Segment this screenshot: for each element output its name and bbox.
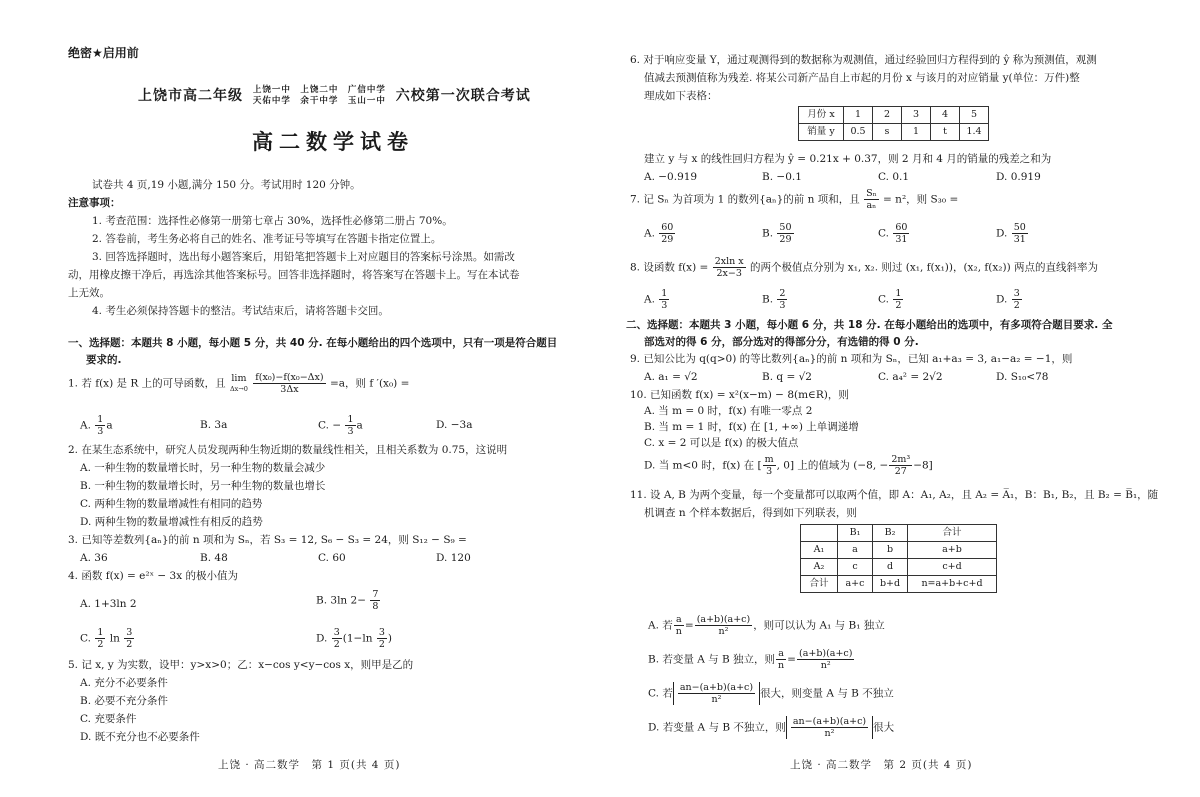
q6-option-b: B. −0.1 [762,171,802,183]
frac-den: n [778,660,785,671]
opt-label: C. − [318,419,342,432]
frac-num: 3 [1013,288,1020,299]
opt-mid: , 0] 上的值域为 (−8, − [776,459,889,472]
q1-post: =a，则 f ′(x₀) = [329,377,410,390]
opt-frac [678,682,755,705]
note-item: 动，用橡皮擦干净后，再选涂其他答案标号。回答非选择题时，将答案写在答题卡上。写在本试卷 [68,269,520,281]
opt-label: C. 若 [648,687,673,700]
frac-num: Sₙ [866,188,877,199]
table-cell: b+d [873,576,908,593]
frac-num: a [674,614,684,626]
table-cell: a [838,542,873,559]
frac-num: a [776,648,786,660]
q11-contingency-table [800,524,997,593]
frac-num: m [764,454,774,465]
q10-option-b: B. 当 m = 1 时，f(x) 在 [1, +∞) 上单调递增 [644,421,859,433]
opt-frac [674,614,684,637]
q10-option-c: C. x = 2 可以是 f(x) 的极大值点 [644,437,799,449]
question-4-stem: 4. 函数 f(x) = e²ˣ − 3x 的极小值为 [68,570,238,582]
opt-frac [763,454,776,477]
table-cell: n=a+b+c+d [908,576,997,593]
table-cell: 1.4 [960,124,989,141]
page-1 [68,0,588,797]
frac-num: 60 [661,222,674,233]
opt-label: C. [878,293,889,306]
q8-option-b [762,288,788,311]
table-row [801,559,997,576]
frac-den: 3 [766,466,773,477]
opt-frac [370,589,380,612]
opt-label: A. [644,293,655,306]
frac-den: n [675,626,682,637]
table-cell: 2 [873,107,902,124]
frac-den: 3 [97,426,104,437]
q2-option-d: D. 两种生物的数量增减性有相反的趋势 [80,516,263,528]
frac-den: n² [820,660,831,671]
opt-tail: a [106,419,113,432]
q7-option-c [878,222,910,245]
opt-frac [377,627,387,650]
q1-pre: 1. 若 f(x) 是 R 上的可导函数，且 [68,377,226,390]
exam-header [138,85,531,107]
opt-tail: −8] [913,459,933,472]
q11-option-d [648,716,894,739]
frac-den: 29 [779,234,792,245]
q11-option-c [648,682,894,705]
opt-label: C. [80,632,91,645]
q1-limit [230,373,248,395]
frac-num: 3 [333,627,340,638]
header-prefix: 上饶市高二年级 [138,88,243,104]
opt-frac [776,648,786,671]
question-3-stem: 3. 已知等差数列{aₙ}的前 n 项和为 Sₙ，若 S₃ = 12, S₆ − S₃ = 24，则 S₁₂ − S₉ = [68,534,467,546]
q6-option-a: A. −0.919 [644,171,698,183]
q7-frac [864,188,879,211]
q6-option-c: C. 0.1 [878,171,910,183]
frac-num: 3 [126,627,133,638]
question-10-stem: 10. 已知函数 f(x) = x²(x−m) − 8(m∈R)，则 [630,389,849,401]
abs-value [786,716,873,739]
schools-top: 上饶一中 上饶二中 广信中学 [252,85,386,95]
opt-label: A. 若 [648,619,673,632]
q8-option-c [878,288,904,311]
table-cell: s [873,124,902,141]
table-cell: A₁ [801,542,838,559]
table-cell: c+d [908,559,997,576]
opt-frac [893,222,909,245]
frac-num: an−(a+b)(a+c) [679,682,754,693]
opt-frac [695,614,752,637]
opt-mid: (1−ln [342,632,373,645]
frac-num: 1 [661,288,668,299]
q7-option-a [644,222,676,245]
table-row [801,542,997,559]
header-schools [253,85,386,107]
q8-option-d [996,288,1023,311]
question-2-stem: 2. 在某生态系统中，研究人员发现两种生物近期的数量线性相关，且相关系数为 0.75，这说明 [68,444,508,456]
q1-lim: lim [231,372,247,384]
table-cell: 销量 y [799,124,844,141]
frac-den: 31 [1013,234,1026,245]
q3-option-a: A. 36 [80,552,108,564]
question-11-line: 机调查 n 个样本数据后，得到如下列联表，则 [644,507,857,519]
opt-tail: ) [387,632,392,645]
question-8-stem [630,256,1098,279]
q10-option-d [644,454,933,477]
frac-num: 2m³ [891,454,911,465]
q10-option-a: A. 当 m = 0 时，f(x) 有唯一零点 2 [644,405,813,417]
schools-bottom: 天佑中学 余干中学 玉山一中 [252,96,386,106]
table-cell: 合计 [908,525,997,542]
page-footer: 上饶 · 高二数学 第 1 页(共 4 页) [218,759,401,771]
question-5-stem: 5. 记 x, y 为实数，设甲：y>x>0；乙：x−cos y<y−cos x，则甲是乙的 [68,659,414,671]
opt-tail: ，则可以认为 A₁ 与 B₁ 独立 [753,619,885,632]
opt-tail: 很大 [873,721,895,734]
opt-label: D. [316,632,328,645]
frac-num: 1 [97,627,104,638]
frac-den: n² [711,694,722,705]
page-footer: 上饶 · 高二数学 第 2 页(共 4 页) [790,759,973,771]
q7-post: = n²，则 S₃₀ = [883,193,959,206]
frac-num: 1 [895,288,902,299]
opt-label: D. [996,227,1008,240]
q7-option-b [762,222,795,245]
table-cell: 月份 x [799,107,844,124]
q1-option-c [318,414,363,437]
q3-option-c: C. 60 [318,552,346,564]
table-cell: 1 [902,124,931,141]
opt-tail: a [356,419,363,432]
opt-frac [1012,288,1022,311]
frac-den: 2 [126,639,133,650]
note-item: 4. 考生必须保持答题卡的整洁。考试结束后，请将答题卡交回。 [92,305,389,317]
table-cell: 4 [931,107,960,124]
frac-den: 3 [779,300,786,311]
section-1-heading: 一、选择题：本题共 8 小题，每小题 5 分，共 40 分. 在每小题给出的四个选项中，只有一项是符合题目 [68,337,558,349]
frac-num: 2xln x [714,256,744,267]
table-cell: B₂ [873,525,908,542]
q9-option-d: D. S₁₀<78 [996,371,1049,383]
table-cell: 合计 [801,576,838,593]
page-2 [626,0,1159,797]
q7-option-d [996,222,1029,245]
frac-den: 27 [894,466,907,477]
q2-option-b: B. 一种生物的数量增长时，另一种生物的数量也增长 [80,480,326,492]
frac-den: n² [718,626,729,637]
table-cell: b [873,542,908,559]
opt-label: D. 当 m<0 时，f(x) 在 [ [644,459,762,472]
exam-intro: 试卷共 4 页,19 小题,满分 150 分。考试用时 120 分钟。 [92,179,361,191]
q9-option-a: A. a₁ = √2 [644,371,698,383]
table-cell: a+c [838,576,873,593]
opt-frac [95,414,105,437]
table-cell: 1 [844,107,873,124]
note-item: 3. 回答选择题时，选出每小题答案后，用铅笔把答题卡上对应题目的答案标号涂黑。如需改 [92,251,515,263]
opt-label: A. [80,419,91,432]
table-row [801,576,997,593]
frac-num: 7 [372,589,379,600]
opt-frac [777,222,793,245]
opt-frac [893,288,903,311]
opt-mid: ln [109,632,120,645]
q3-option-d: D. 120 [436,552,471,564]
q5-option-a: A. 充分不必要条件 [80,677,168,689]
opt-label: B. [762,227,774,240]
frac-den: aₙ [866,200,877,211]
q4-option-b [316,589,381,612]
frac-num: 50 [779,222,792,233]
opt-label: B. 3ln 2− [316,594,367,607]
q1-option-a [80,414,113,437]
question-11-line: 11. 设 A, B 为两个变量，每一个变量都可以取两个值，即 A：A₁, A₂，且 A₂ = A̅₁，B：B₁, B₂，且 B₂ = B̅₁，随 [630,489,1159,501]
frac-den: 2 [378,639,385,650]
frac-num: (a+b)(a+c) [696,614,751,625]
opt-frac [797,648,854,671]
q1-option-d: D. −3a [436,419,473,431]
secret-label: 绝密★启用前 [68,46,139,60]
frac-den: 2 [1013,300,1020,311]
frac-den: 2 [333,639,340,650]
q6-data-table [798,106,989,141]
q2-option-a: A. 一种生物的数量增长时，另一种生物的数量会减少 [80,462,326,474]
note-item: 上无效。 [68,287,110,299]
question-9-stem: 9. 已知公比为 q(q>0) 的等比数列{aₙ}的前 n 项和为 Sₙ，已知 a₁+a₃ = 3, a₁−a₂ = −1，则 [630,353,1073,365]
q8-option-a [644,288,670,311]
frac-den: 2x−3 [716,268,742,279]
q2-option-c: C. 两种生物的数量增减性有相同的趋势 [80,498,263,510]
frac-den: n² [824,728,835,739]
table-cell: B₁ [838,525,873,542]
q11-option-b: B. 若变量 A 与 B 独立，则 $\frac{a}{n}$ = $\frac{(a+b)(a+c)}{\text{n²}}$ [648,648,853,671]
q5-option-c: C. 充要条件 [80,713,137,725]
table-cell: d [873,559,908,576]
q4-option-a: A. 1+3ln 2 [80,598,137,610]
question-1-stem [68,372,409,395]
page-title: 高二数学试卷 [252,129,414,154]
frac-num: 60 [895,222,908,233]
q1-option-b: B. 3a [200,419,228,431]
frac-den: 3 [347,426,354,437]
opt-frac [95,627,105,650]
frac-num: 1 [347,414,354,425]
q5-option-b: B. 必要不充分条件 [80,695,168,707]
q9-option-b: B. q = √2 [762,371,812,383]
section-2-heading-cont: 部选对的得 6 分，部分选对的得部分分，有选错的得 0 分. [644,336,919,348]
frac-den: 8 [372,601,379,612]
table-cell: c [838,559,873,576]
opt-frac [345,414,355,437]
table-row [799,107,989,124]
opt-frac [659,288,669,311]
table-cell: 5 [960,107,989,124]
opt-frac [332,627,342,650]
table-cell: 3 [902,107,931,124]
table-cell: 0.5 [844,124,873,141]
opt-label: B. 若变量 A 与 B 独立，则 [648,653,776,666]
section-1-heading-cont: 要求的. [86,354,122,366]
frac-num: an−(a+b)(a+c) [792,716,867,727]
opt-frac [124,627,134,650]
opt-label: D. 若变量 A 与 B 不独立，则 [648,721,786,734]
q4-option-d [316,627,392,650]
q8-frac [713,256,746,279]
q11-option-a: A. 若 $\frac{a}{n}$ = $\frac{(a+b)(a+c)}{\text{n²}}$ ，则可以认为 A₁ 与 B₁ 独立 [648,614,885,637]
note-item: 1. 考查范围：选择性必修第一册第七章占 30%，选择性必修第二册占 70%。 [92,215,453,227]
q1-den: 3Δx [280,384,299,395]
section-2-heading: 二、选择题：本题共 3 小题，每小题 6 分，共 18 分. 在每小题给出的选项中，有多项符合题目要求. 全 [626,319,1113,331]
table-cell: a+b [908,542,997,559]
frac-den: 2 [97,639,104,650]
opt-label: A. [644,227,655,240]
q6-option-d: D. 0.919 [996,171,1041,183]
q8-post: 的两个极值点分别为 x₁, x₂. 则过 (x₁, f(x₁))，(x₂, f(x₂)) 两点的直线斜率为 [749,261,1099,274]
frac-den: 2 [895,300,902,311]
opt-frac [777,288,787,311]
q3-option-b: B. 48 [200,552,228,564]
question-6-line: 理成如下表格： [644,90,718,102]
frac-num: (a+b)(a+c) [798,648,853,659]
q7-pre: 7. 记 Sₙ 为首项为 1 的数列{aₙ}的前 n 项和，且 [630,193,860,206]
opt-label: D. [996,293,1008,306]
frac-den: 3 [661,300,668,311]
table-row [801,525,997,542]
opt-frac [791,716,868,739]
question-6-line: 6. 对于响应变量 Y，通过观测得到的数据称为观测值，通过经验回归方程得到的 ŷ 称为预测值，观测 [630,54,1097,66]
frac-num: 3 [378,627,385,638]
frac-num: 50 [1013,222,1026,233]
opt-label: C. [878,227,889,240]
q1-fraction [253,372,325,395]
table-cell [801,525,838,542]
notes-title: 注意事项： [68,197,121,209]
question-7-stem [630,188,958,211]
table-cell: A₂ [801,559,838,576]
frac-den: 31 [895,234,908,245]
frac-den: 29 [661,234,674,245]
abs-value [673,682,760,705]
opt-frac [1012,222,1028,245]
q1-num: f(x₀)−f(x₀−Δx) [255,372,324,383]
question-6-line: 建立 y 与 x 的线性回归方程为 ŷ = 0.21x + 0.37，则 2 月和 4 月的销量的残差之和为 [644,153,1052,165]
opt-frac [889,454,912,477]
frac-num: 2 [779,288,786,299]
table-cell: t [931,124,960,141]
opt-frac [659,222,675,245]
q8-pre: 8. 设函数 f(x) = [630,261,709,274]
table-row [799,124,989,141]
q1-limsub: Δx→0 [229,384,248,393]
opt-tail: 很大，则变量 A 与 B 不独立 [760,687,894,700]
opt-label: B. [762,293,774,306]
q9-option-c: C. a₄² = 2√2 [878,371,943,383]
q5-option-d: D. 既不充分也不必要条件 [80,731,200,743]
note-item: 2. 答卷前，考生务必将自己的姓名、准考证号等填写在答题卡指定位置上。 [92,233,442,245]
header-suffix: 六校第一次联合考试 [395,88,531,104]
q4-option-c [80,627,135,650]
frac-num: 1 [97,414,104,425]
question-6-line: 值减去预测值称为残差. 将某公司新产品自上市起的月份 x 与该月的对应销量 y(单位：万件)整 [644,72,1080,84]
